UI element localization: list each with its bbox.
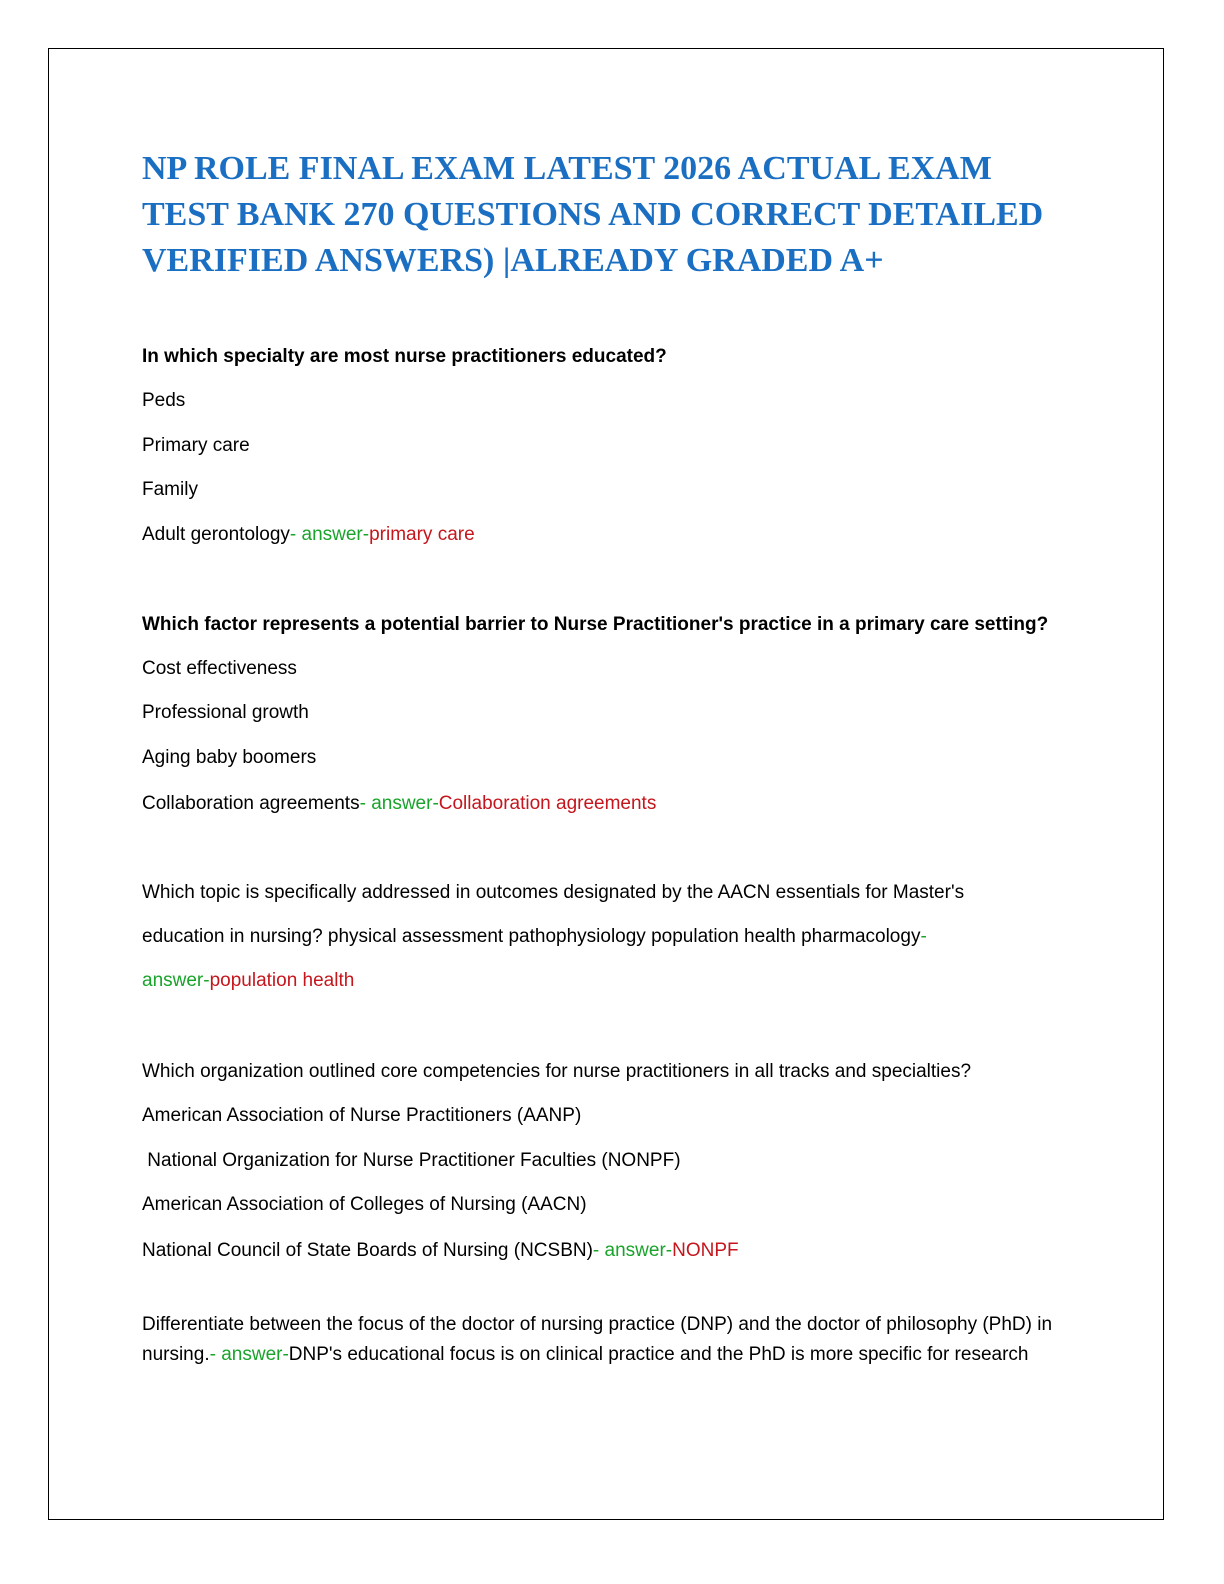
q2-option-2: Professional growth [142, 702, 309, 723]
q4-option-3: American Association of Colleges of Nursing (AACN) [142, 1194, 587, 1215]
q4-answer: NONPF [672, 1240, 739, 1261]
q3-answer-line: answer-population health [142, 970, 355, 991]
q4-answer-label: answer [604, 1240, 666, 1261]
document-title: NP ROLE FINAL EXAM LATEST 2026 ACTUAL EXAM TEST BANK 270 QUESTIONS AND CORRECT DETAILED VERIFIED ANSWERS) |ALREADY GRADED A+ [142, 150, 1044, 279]
question-3-line-2: education in nursing? physical assessment pathophysiology population health pharmacology- [142, 926, 927, 947]
q1-answer-label: answer [301, 524, 363, 545]
q4-option-2: National Organization for Nurse Practitioner Faculties (NONPF) [142, 1150, 681, 1171]
question-5: Differentiate between the focus of the doctor of nursing practice (DNP) and the doctor of philosophy (PhD) in nursing. [142, 1314, 1053, 1365]
q5-answer-label: answer [221, 1344, 283, 1365]
q3-answer-label: answer [142, 970, 204, 991]
q1-option-4: Adult gerontology [142, 524, 290, 545]
q1-answer: primary care [369, 524, 475, 545]
q4-option-1: American Association of Nurse Practitioners (AANP) [142, 1105, 582, 1126]
q4-option-4: National Council of State Boards of Nursing (NCSBN) [142, 1240, 593, 1261]
q2-answer-label: answer [371, 793, 433, 814]
question-1: In which specialty are most nurse practitioners educated? [142, 346, 667, 367]
question-5-block: Differentiate between the focus of the doctor of nursing practice (DNP) and the doctor of philosophy (PhD) in nursing.- answer-DNP's educational focus is on clinical practice and the PhD is more specific for research [142, 1314, 1053, 1365]
question-4: Which organization outlined core competencies for nurse practitioners in all tracks and specialties? [142, 1061, 972, 1082]
q4-option-4-with-answer: National Council of State Boards of Nursing (NCSBN)- answer-NONPF [142, 1240, 739, 1261]
question-3-line-1: Which topic is specifically addressed in outcomes designated by the AACN essentials for Master's [142, 882, 965, 903]
q2-option-3: Aging baby boomers [142, 747, 317, 768]
q2-option-4-with-answer: Collaboration agreements- answer-Collaboration agreements [142, 793, 657, 814]
q1-option-4-with-answer: Adult gerontology- answer-primary care [142, 524, 475, 545]
q2-option-1: Cost effectiveness [142, 658, 297, 679]
q3-answer: population health [209, 970, 355, 991]
q1-option-1: Peds [142, 390, 186, 411]
q5-answer: DNP's educational focus is on clinical practice and the PhD is more specific for research [288, 1344, 1029, 1365]
question-3-line-2-text: education in nursing? physical assessment pathophysiology population health pharmacology [142, 926, 921, 947]
q2-option-4: Collaboration agreements [142, 793, 360, 814]
question-2: Which factor represents a potential barrier to Nurse Practitioner's practice in a primary care setting? [142, 614, 1049, 635]
q1-option-3: Family [142, 479, 198, 500]
q2-answer: Collaboration agreements [438, 793, 657, 814]
q1-option-2: Primary care [142, 435, 250, 456]
